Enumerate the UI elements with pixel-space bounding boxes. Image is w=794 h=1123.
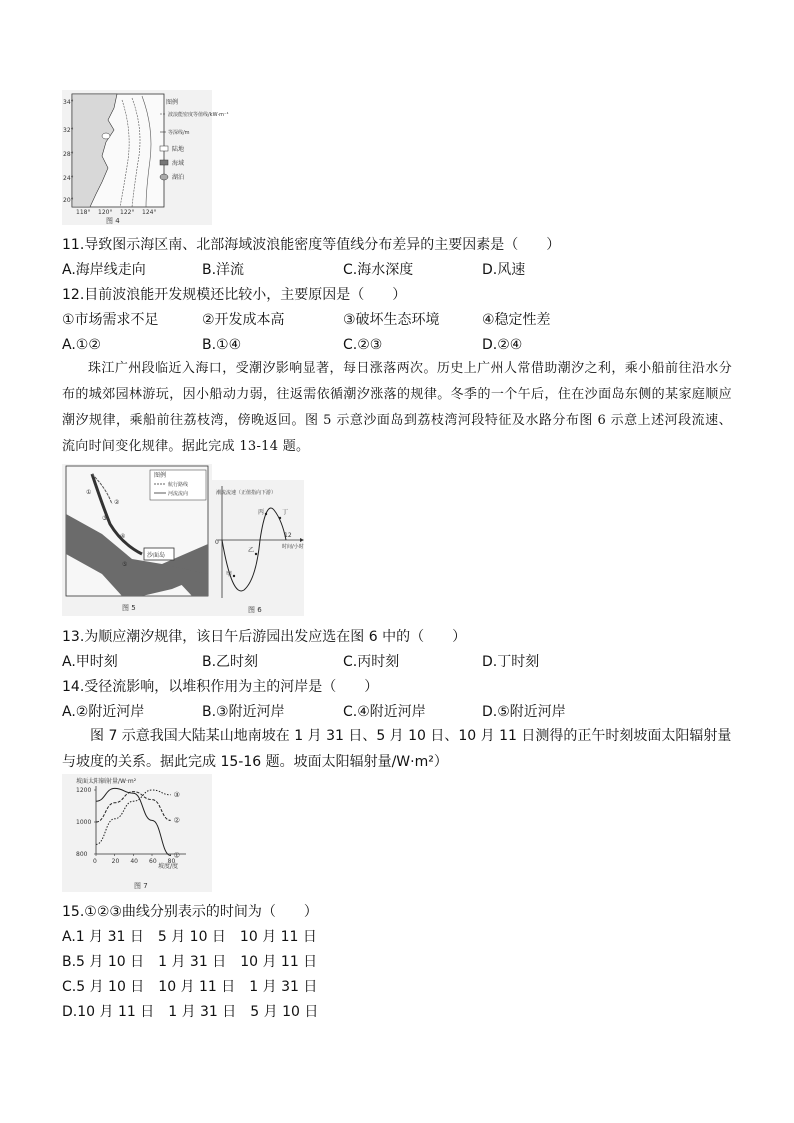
island-label: 沙面岛 xyxy=(147,552,166,559)
q13-option-b[interactable]: B.乙时刻 xyxy=(202,654,259,670)
legend-item: 等深线/m xyxy=(168,130,190,136)
q13-option-a[interactable]: A.甲时刻 xyxy=(62,654,118,670)
figure-7-chart xyxy=(62,774,212,892)
series-label-3: ③ xyxy=(173,790,180,799)
q14-stem: 14.受径流影响，以堆积作用为主的河岸是（ ） xyxy=(62,679,379,695)
fig6-x-tick: 12 xyxy=(284,532,292,539)
legend-swatch-sea xyxy=(160,160,168,165)
figure-5-caption: 图 5 xyxy=(122,604,136,612)
chart-xlabel: 坡度/度 xyxy=(158,863,179,870)
x-tick-label: 80 xyxy=(167,858,176,865)
q12-reason-4: ④稳定性差 xyxy=(482,312,551,328)
q13-option-c[interactable]: C.丙时刻 xyxy=(343,654,400,670)
q13-option-d[interactable]: D.丁时刻 xyxy=(482,654,540,670)
y-tick-label: 1000 xyxy=(76,819,92,826)
legend-title: 图例 xyxy=(154,472,167,479)
q11-stem: 11.导致图示海区南、北部海域波浪能密度等值线分布差异的主要因素是（ ） xyxy=(62,237,561,253)
q12-reason-2: ②开发成本高 xyxy=(202,312,285,328)
figure-5-map xyxy=(62,464,212,616)
lat-tick: 20° xyxy=(63,197,74,204)
q11-option-c[interactable]: C.海水深度 xyxy=(343,262,414,278)
legend-item: 海域 xyxy=(172,160,185,167)
figure-5-svg xyxy=(62,464,212,616)
q14-option-c[interactable]: C.④附近河岸 xyxy=(343,704,426,720)
legend-swatch-lake xyxy=(160,174,168,180)
chart-ylabel: 坡面太阳辐射量/W·m² xyxy=(76,778,137,785)
figure-4-caption: 图 4 xyxy=(106,217,120,225)
point-ding: 丁 xyxy=(282,509,289,516)
y-tick-label: 1200 xyxy=(76,787,92,794)
lat-tick: 28° xyxy=(63,151,74,158)
figure-4-svg xyxy=(62,90,229,225)
legend-item: 陆地 xyxy=(172,146,185,153)
lon-tick: 120° xyxy=(98,209,113,216)
legend-item: 波浪能密度等值线/kW·m⁻¹ xyxy=(168,112,229,118)
q12-option-d[interactable]: D.②④ xyxy=(482,337,523,353)
q12-option-c[interactable]: C.②③ xyxy=(343,337,383,353)
q13-stem: 13.为顺应潮汐规律，该日午后游园出发应选在图 6 中的（ ） xyxy=(62,629,467,645)
fig6-xlabel: 时间/小时 xyxy=(282,544,304,550)
legend-item: 湖泊 xyxy=(172,174,185,181)
x-tick-label: 0 xyxy=(93,858,97,865)
marker: ④ xyxy=(120,533,126,540)
lat-tick: 34° xyxy=(63,99,74,106)
q15-option-b[interactable]: B.5 月 10 日 1 月 31 日 10 月 11 日 xyxy=(62,954,318,970)
q15-stem: 15.①②③曲线分别表示的时间为（ ） xyxy=(62,904,318,920)
passage-pearl-river: 珠江广州段临近入海口，受潮汐影响显著，每日涨落两次。历史上广州人常借助潮汐之利，乘小船前往沿水分布的城郊园林游玩，因小船动力弱，往返需依循潮汐涨落的规律。冬季的一个午后，住在沙面岛东侧的某家庭顺应潮汐规律，乘船前往荔枝湾，傍晚返回。图 5 示意沙面岛到荔枝湾河段特征及水路分布图 6 示意上述河段流速、流向时间变化规律。据此完成 13-14 题。 xyxy=(62,361,732,454)
q12-option-a[interactable]: A.①② xyxy=(62,337,101,353)
marker: ⑤ xyxy=(122,561,128,568)
q12-stem: 12.目前波浪能开发规模还比较小，主要原因是（ ） xyxy=(62,287,407,303)
figure-6-chart xyxy=(212,480,304,616)
marker: ② xyxy=(114,499,120,506)
figure-7-svg xyxy=(62,774,212,892)
figure-6-caption: 图 6 xyxy=(248,606,262,614)
legend-title: 图例 xyxy=(166,99,179,106)
fig6-origin: 0 xyxy=(215,539,219,546)
q15-option-c[interactable]: C.5 月 10 日 10 月 11 日 1 月 31 日 xyxy=(62,979,318,995)
series-label-2: ② xyxy=(173,816,180,825)
q14-option-b[interactable]: B.③附近河岸 xyxy=(202,704,285,720)
point-jia: 甲 xyxy=(226,571,233,578)
q12-reason-1: ①市场需求不足 xyxy=(62,312,159,328)
lon-tick: 118° xyxy=(76,209,91,216)
series-line-1 xyxy=(96,788,171,855)
q12-reason-3: ③破坏生态环境 xyxy=(343,312,440,328)
q11-option-b[interactable]: B.洋流 xyxy=(202,262,245,278)
figure-6-svg xyxy=(212,480,304,616)
fig6-ylabel: 潮流流速（正值指向下游） xyxy=(216,490,277,496)
q12-option-b[interactable]: B.①④ xyxy=(202,337,242,353)
legend-item: 河流流向 xyxy=(168,491,189,497)
q11-option-d[interactable]: D.风速 xyxy=(482,262,526,278)
lon-tick: 124° xyxy=(142,209,157,216)
q14-option-a[interactable]: A.②附近河岸 xyxy=(62,704,145,720)
marker: ① xyxy=(86,489,92,496)
point-bing: 丙 xyxy=(258,509,265,516)
series-label-1: ① xyxy=(173,851,180,860)
q11-option-a[interactable]: A.海岸线走向 xyxy=(62,262,146,278)
legend-item: 航行路线 xyxy=(168,482,189,488)
series-line-2 xyxy=(96,792,171,822)
x-tick-label: 60 xyxy=(149,858,157,865)
legend-swatch-land xyxy=(160,146,168,151)
point-yi: 乙 xyxy=(248,547,255,554)
x-tick-label: 20 xyxy=(111,858,120,865)
chart-title: 图 7 xyxy=(134,882,148,890)
lon-tick: 122° xyxy=(120,209,135,216)
x-tick-label: 40 xyxy=(130,858,138,865)
q15-option-a[interactable]: A.1 月 31 日 5 月 10 日 10 月 11 日 xyxy=(62,929,317,945)
lat-tick: 32° xyxy=(63,127,74,134)
lat-tick: 24° xyxy=(63,175,74,182)
q14-option-d[interactable]: D.⑤附近河岸 xyxy=(482,704,566,720)
y-tick-label: 800 xyxy=(76,851,88,858)
series-line-3 xyxy=(96,790,171,844)
figure-4-map xyxy=(62,90,229,225)
passage-solar-radiation: 图 7 示意我国大陆某山地南坡在 1 月 31 日、5 月 10 日、10 月 11 日测得的正午时刻坡面太阳辐射量与坡度的关系。据此完成 15-16 题。坡面太阳辐射量/W·m²） xyxy=(62,728,732,770)
q15-option-d[interactable]: D.10 月 11 日 1 月 31 日 5 月 10 日 xyxy=(62,1004,319,1020)
marker: ③ xyxy=(102,515,108,522)
